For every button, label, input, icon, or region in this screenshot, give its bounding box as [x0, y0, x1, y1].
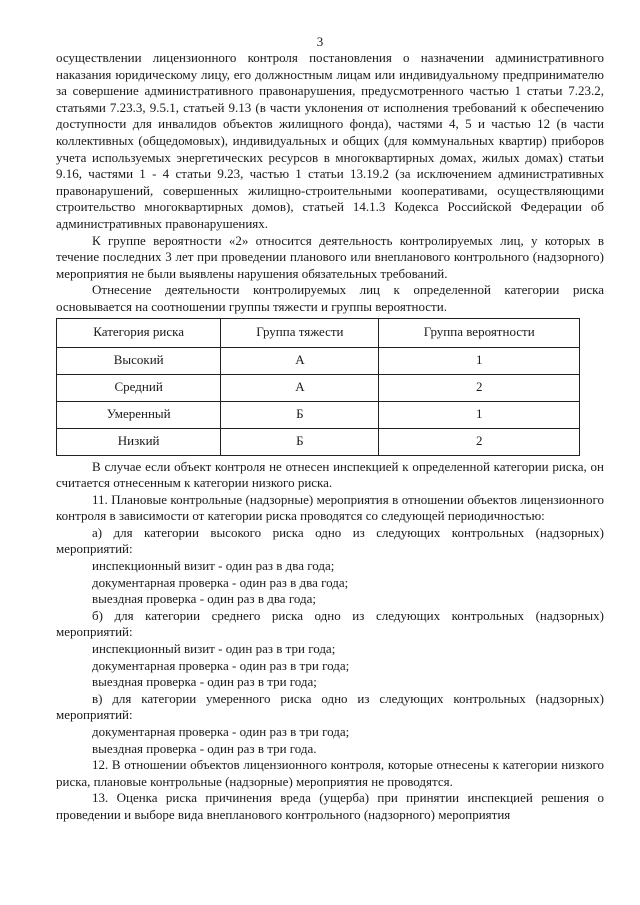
page-number: 3: [316, 34, 324, 49]
table-row: [57, 401, 580, 428]
table-cell: А: [221, 347, 379, 374]
risk-category-table: [56, 318, 580, 456]
table-row: [57, 374, 580, 401]
table-cell: 1: [379, 347, 580, 374]
header-probability-group: Группа вероятности: [379, 318, 580, 347]
table-cell: Б: [221, 428, 379, 455]
list-item: выездная проверка - один раз в два года;: [92, 591, 316, 607]
paragraph-13: 13. Оценка риска причинения вреда (ущерба) при принятии инспекцией решения о проведении и выборе вида внепланового контрольного (надзорного) мероприятия: [56, 790, 604, 822]
list-item: инспекционный визит - один раз в три года;: [92, 641, 336, 657]
list-item: документарная проверка - один раз в два года;: [92, 574, 349, 590]
paragraph-probability-group-2: К группе вероятности «2» относится деятельность контролируемых лиц, у которых в течение последних 3 лет при проведении планового или внепланового контрольного (надзорного) мероприятия не были выявлены нарушения обязательных требований.: [56, 232, 604, 281]
table-cell: Высокий: [57, 347, 221, 374]
paragraph-default-low-risk: В случае если объект контроля не отнесен инспекцией к определенной категории риска, он считается отнесенным к категории низкого риска.: [56, 458, 604, 491]
header-severity-group: Группа тяжести: [221, 318, 379, 347]
list-item: инспекционный визит - один раз в два года;: [92, 558, 335, 574]
table-cell: 1: [379, 401, 580, 428]
paragraph-12: 12. В отношении объектов лицензионного контроля, которые отнесены к категории низкого риска, плановые контрольные (надзорные) мероприятия не проводятся.: [56, 757, 604, 789]
paragraph-11: 11. Плановые контрольные (надзорные) мероприятия в отношении объектов лицензионного контроля в зависимости от категории риска проводятся со следующей периодичностью:: [56, 491, 604, 524]
table-cell: Низкий: [57, 428, 221, 455]
table-cell: Средний: [57, 374, 221, 401]
paragraph-11c: в) для категории умеренного риска одно из следующих контрольных (надзорных) мероприятий:: [56, 690, 604, 723]
paragraph-11b: б) для категории среднего риска одно из следующих контрольных (надзорных) мероприятий:: [56, 607, 604, 640]
table-row: [57, 428, 580, 455]
table-row: [57, 347, 580, 374]
table-cell: 2: [379, 428, 580, 455]
table-cell: 2: [379, 374, 580, 401]
table-cell: Б: [221, 401, 379, 428]
list-item: документарная проверка - один раз в три года;: [92, 657, 350, 673]
document-body: [56, 50, 604, 824]
table-cell: А: [221, 374, 379, 401]
paragraph-11a: а) для категории высокого риска одно из следующих контрольных (надзорных) мероприятий:: [56, 524, 604, 557]
list-item: выездная проверка - один раз в три года;: [92, 674, 317, 690]
header-risk-category: Категория риска: [57, 318, 221, 347]
paragraph-risk-assignment: Отнесение деятельности контролируемых лиц к определенной категории риска основывается на соотношении группы тяжести и группы вероятности.: [56, 282, 604, 314]
paragraph-continuation: осуществлении лицензионного контроля постановления о назначении административного наказания юридическому лицу, его должностным лицам или индивидуальному предпринимателю за совершение административного правонарушения, предусмотренного частью 1 статьи 7.23.2, статьями 7.23.3, 9.5.1, статьей 9.13 (в части уклонения от исполнения требований к обеспечению доступности для инвалидов объектов жилищного фонда), частями 4, 5 и частью 12 (в части коллективных (общедомовых), индивидуальных и общих (для коммунальных квартир) приборов учета используемых энергетических ресурсов в многоквартирных домах, жилых домах) статьи 9.16, частями 1 - 4 статьи 9.23, частью 1 статьи 13.19.2 (за исключением административных правонарушений, совершенных жилищно-строительными кооперативами, осуществляющими строительство многоквартирных домов), статьей 14.1.3 Кодекса Российской Федерации об административных правонарушениях.: [56, 50, 604, 231]
table-cell: Умеренный: [57, 401, 221, 428]
table-header-row: [57, 318, 580, 347]
list-item: выездная проверка - один раз в три года.: [92, 740, 317, 756]
list-item: документарная проверка - один раз в три года;: [92, 724, 350, 739]
